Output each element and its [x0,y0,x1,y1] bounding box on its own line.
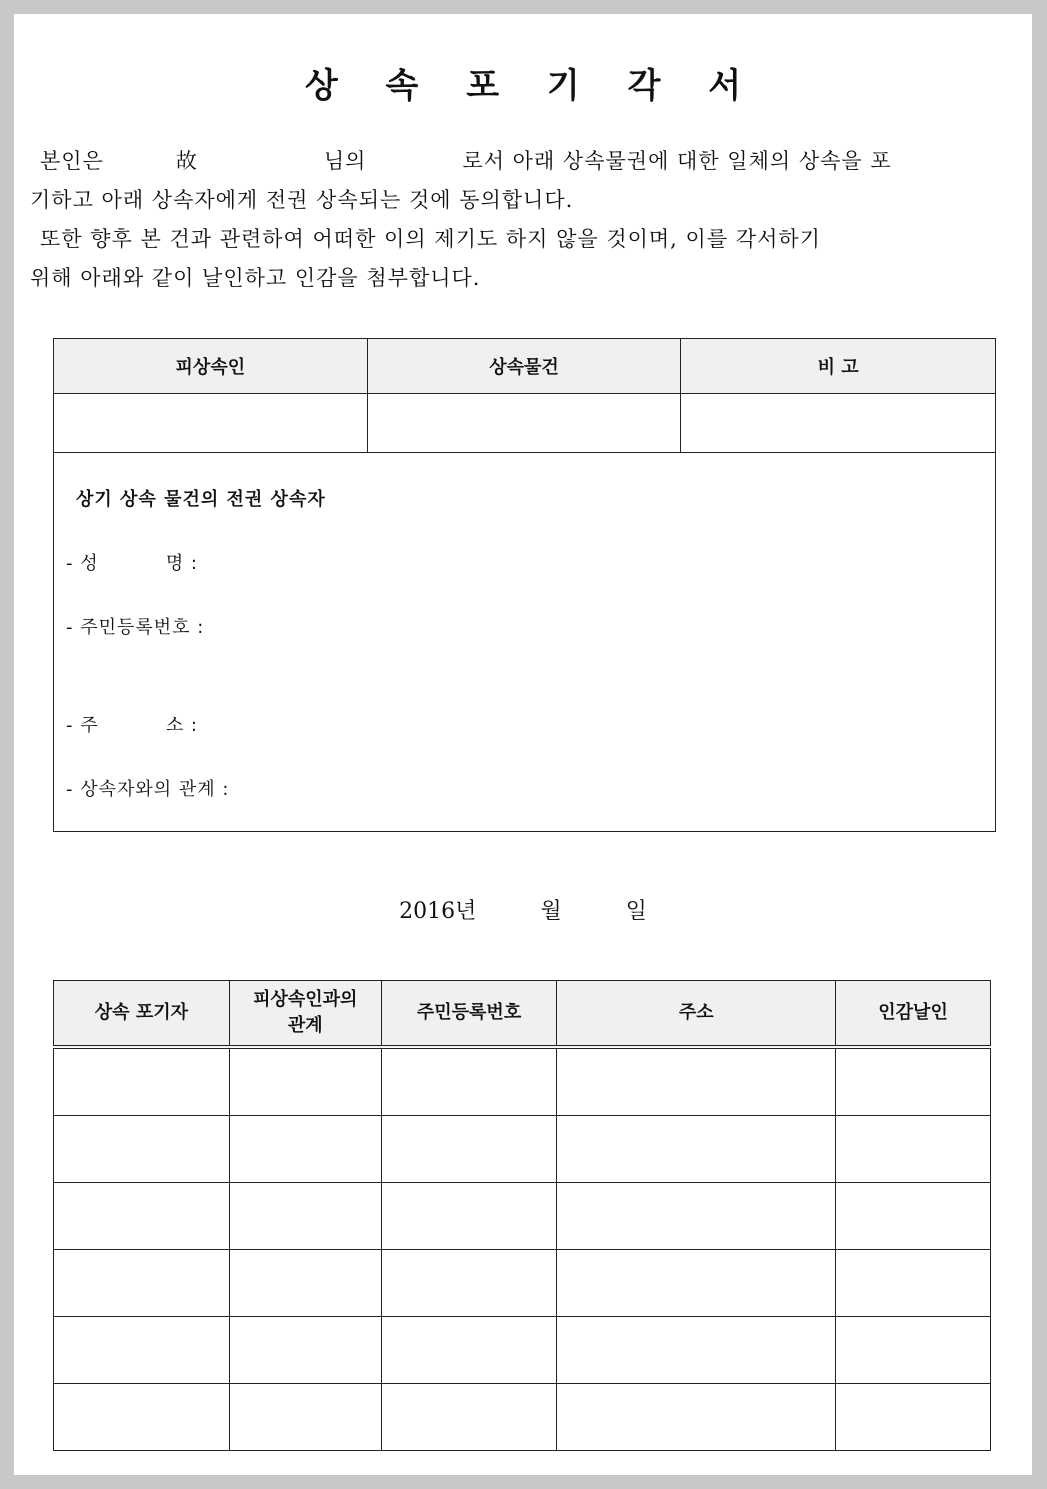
heir-relation-label: - 상속자와의 관계 : [66,779,230,800]
renouncer-cell[interactable] [54,1183,230,1250]
date-year: 2016년 [399,899,477,924]
intro-text-self: 본인은 [40,149,104,173]
table-row [54,1116,991,1183]
address-cell[interactable] [557,1183,836,1250]
intro-paragraph [30,142,1000,298]
intro-text-renounce: 로서 아래 상속물권에 대한 일체의 상속을 포 [462,149,892,173]
table-row [54,1183,991,1250]
heir-section-title: 상기 상속 물건의 전권 상속자 [76,489,326,510]
rrn-cell[interactable] [381,1047,557,1116]
signer-rows [54,1047,991,1451]
header-address: 주소 [557,981,836,1048]
header-remarks: 비 고 [681,339,996,394]
heir-address-label: - 주 소 : [66,715,198,736]
address-cell[interactable] [557,1250,836,1317]
intro-text-deceased-mark: 故 [175,149,198,173]
remarks-cell[interactable] [681,394,996,453]
header-deceased: 피상속인 [54,339,368,394]
header-relation [229,981,381,1048]
table-row [54,1317,991,1384]
document-title: 상 속 포 기 각 서 [304,66,760,106]
signers-table [53,980,991,1451]
relation-cell[interactable] [229,1384,381,1451]
intro-line-2: 기하고 아래 상속자에게 전권 상속되는 것에 동의합니다. [30,188,574,212]
deceased-cell[interactable] [54,394,368,453]
rrn-cell[interactable] [381,1116,557,1183]
renouncer-cell[interactable] [54,1116,230,1183]
seal-cell[interactable] [836,1384,991,1451]
seal-cell[interactable] [836,1047,991,1116]
relation-cell[interactable] [229,1047,381,1116]
header-property: 상속물건 [367,339,681,394]
address-cell[interactable] [557,1047,836,1116]
seal-cell[interactable] [836,1116,991,1183]
intro-line-1 [30,142,1000,181]
heir-name-label: - 성 명 : [66,553,198,574]
document-page [14,14,1032,1475]
header-relation-line2: 관계 [287,1015,323,1036]
header-renouncer: 상속 포기자 [54,981,230,1048]
renouncer-cell[interactable] [54,1384,230,1451]
renouncer-cell[interactable] [54,1250,230,1317]
seal-cell[interactable] [836,1317,991,1384]
relation-cell[interactable] [229,1183,381,1250]
property-table [53,338,996,832]
date-line [14,894,1032,925]
date-month: 월 [540,899,562,924]
relation-cell[interactable] [229,1317,381,1384]
date-day: 일 [625,899,647,924]
header-relation-line1: 피상속인과의 [253,989,358,1010]
relation-cell[interactable] [229,1250,381,1317]
table-row [54,1250,991,1317]
intro-text-of: 님의 [323,149,367,173]
address-cell[interactable] [557,1116,836,1183]
property-cell[interactable] [367,394,681,453]
header-rrn: 주민등록번호 [381,981,557,1048]
heir-info-cell [54,453,996,832]
address-cell[interactable] [557,1384,836,1451]
renouncer-cell[interactable] [54,1047,230,1116]
rrn-cell[interactable] [381,1384,557,1451]
rrn-cell[interactable] [381,1250,557,1317]
table-row [54,1047,991,1116]
seal-cell[interactable] [836,1183,991,1250]
header-seal: 인감날인 [836,981,991,1048]
intro-line-4: 위해 아래와 같이 날인하고 인감을 첨부합니다. [30,266,481,290]
seal-cell[interactable] [836,1250,991,1317]
rrn-cell[interactable] [381,1183,557,1250]
renouncer-cell[interactable] [54,1317,230,1384]
relation-cell[interactable] [229,1116,381,1183]
intro-line-3: 또한 향후 본 건과 관련하여 어떠한 이의 제기도 하지 않을 것이며, 이를 각서하기 [40,227,821,251]
rrn-cell[interactable] [381,1317,557,1384]
address-cell[interactable] [557,1317,836,1384]
heir-rrn-label: - 주민등록번호 : [66,617,205,638]
table-row [54,1384,991,1451]
